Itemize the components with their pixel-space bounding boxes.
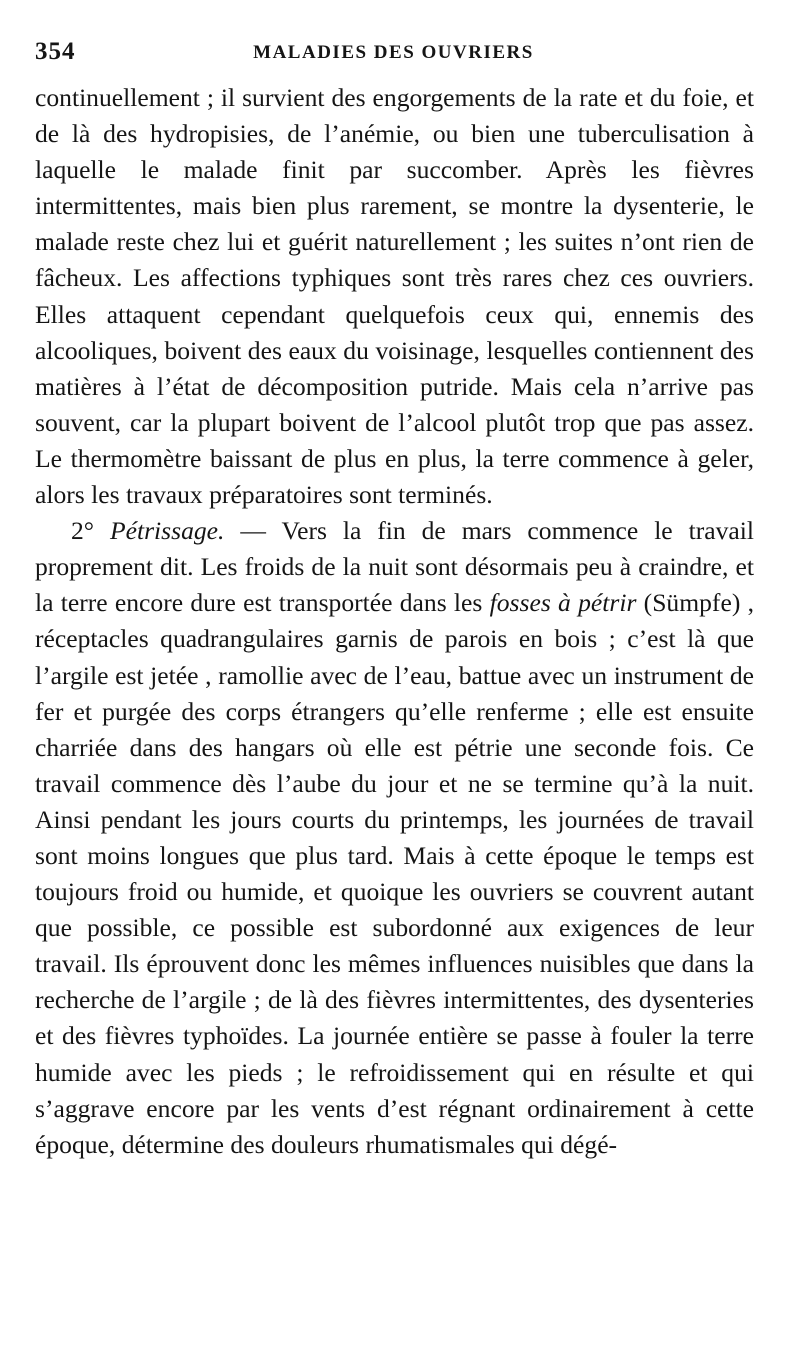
page-number: 354	[35, 38, 76, 65]
paragraph-text-part-2: (Sümpfe) , réceptacles quadrangulaires garnis de parois en bois ; c’est là que l’argile est jetée , ramollie avec de l’eau, battue avec un instrument de fer et purgée des corps étrangers qu’elle renferme ; elle est ensuite charriée dans des hangars où elle est pétrie une seconde fois. Ce travail commence dès l’aube du jour et ne se termine qu’à la nuit. Ainsi pendant les jours courts du printemps, les journées de travail sont moins longues que plus tard. Mais à cette époque le temps est toujours froid ou humide, et quoique les ouvriers se couvrent autant que possible, ce possible est subordonné aux exigences de leur travail. Ils éprouvent donc les mêmes influences nuisibles que dans la recherche de l’argile ; de là des fièvres intermittentes, des dysenteries et des fièvres typhoïdes. La journée entière se passe à fouler la terre humide avec les pieds ; le refroidissement qui en résulte et qui s’aggrave encore par les vents d’est régnant ordinairement à cette époque, détermine des douleurs rhumatismales qui dégé-	[35, 588, 754, 1159]
section-number: 2°	[71, 516, 95, 546]
paragraph-continued: continuellement ; il survient des engorgements de la rate et du foie, et de là des hydropisies, de l’anémie, ou bien une tuberculisation à laquelle le malade finit par succomber. Après les fièvres intermittentes, mais bien plus rarement, se montre la dysenterie, le malade reste chez lui et guérit naturellement ; les suites n’ont rien de fâcheux. Les affections typhiques sont très rares chez ces ouvriers. Elles attaquent cependant quelquefois ceux qui, ennemis des alcooliques, boivent des eaux du voisinage, lesquelles contiennent des matières à l’état de décomposition putride. Mais cela n’arrive pas souvent, car la plupart boivent de l’alcool plutôt trop que pas assez. Le thermomètre baissant de plus en plus, la terre commence à geler, alors les travaux préparatoires sont terminés.	[35, 83, 754, 510]
body-text	[35, 80, 754, 1163]
paragraph-text-part-1: — Vers la fin de mars commence le travail proprement dit. Les froids de la nuit sont désormais peu à craindre, et la terre encore dure est transportée dans les	[35, 516, 754, 618]
running-title: MALADIES DES OUVRIERS	[253, 42, 534, 63]
italic-term: fosses à pétrir	[489, 588, 637, 618]
paragraph-petrissage	[35, 513, 754, 1163]
section-heading: Pétrissage.	[109, 516, 225, 546]
page-header	[35, 38, 752, 72]
